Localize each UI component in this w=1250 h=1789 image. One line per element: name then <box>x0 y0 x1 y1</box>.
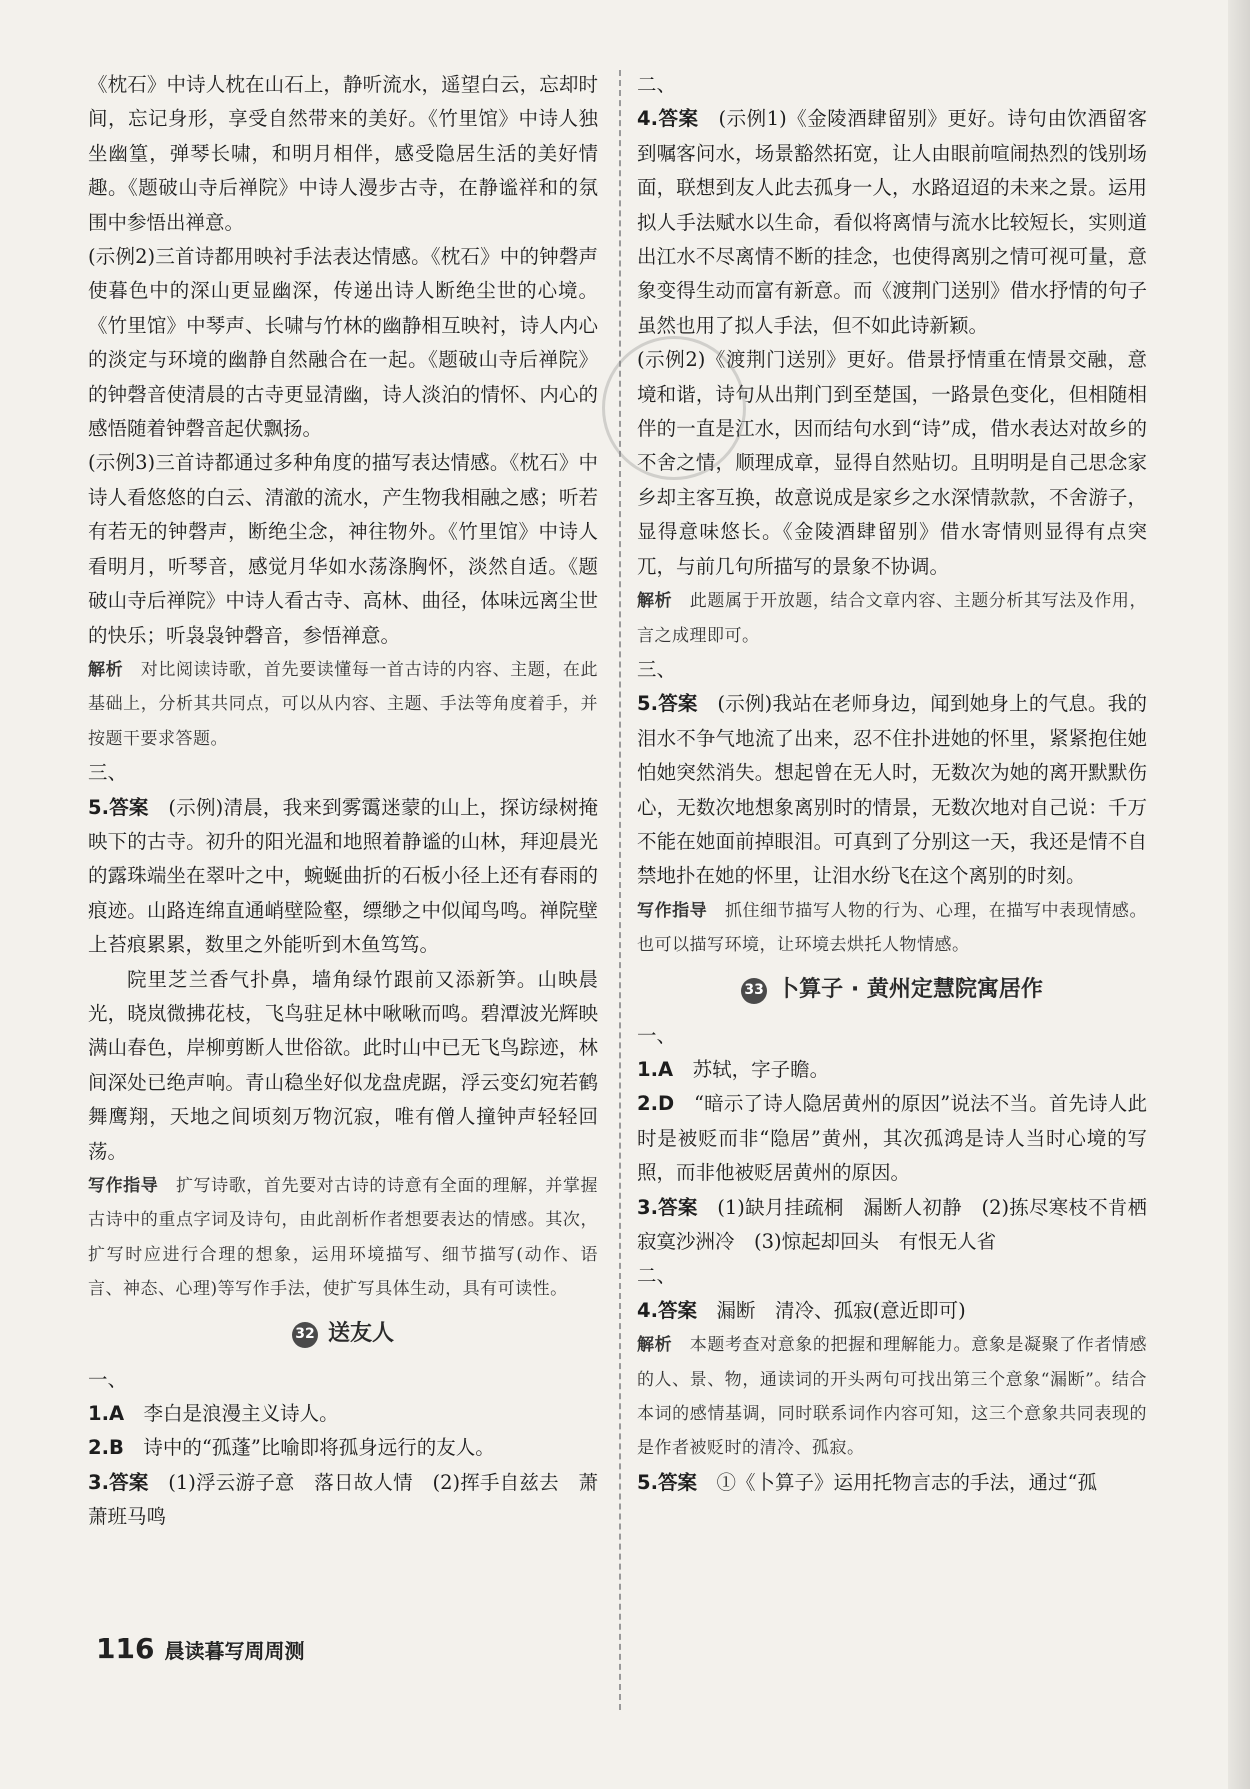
answer-label: 答案 <box>657 1470 697 1494</box>
analysis-text: 对比阅读诗歌，首先要读懂每一首古诗的内容、主题，在此基础上，分析其共同点，可以从内容、主题、手法等角度着手，并按题干要求答题。 <box>88 659 599 749</box>
section-heading: 三、 <box>88 761 128 785</box>
lesson-number-badge: 33 <box>741 978 767 1004</box>
answer-text: (示例1)《金陵酒肆留别》更好。诗句由饮酒留客到嘱客问水，场景豁然拓宽，让人由眼前喧闹热烈的饯别场面，联想到友人此去孤身一人，水路迢迢的未来之景。运用拟人手法赋水以生命，看似将离情与流水比较短长，实则道出江水不尽离情不断的挂念，也使得离别之情可视可量，意象变得生动而富有新意。而《渡荆门送别》借水抒情的句子虽然也用了拟人手法，但不如此诗新颖。 <box>637 107 1147 337</box>
question-number: 5. <box>637 1470 658 1494</box>
analysis-label: 解析 <box>637 591 673 612</box>
book-title: 晨读暮写周周测 <box>164 1639 305 1663</box>
answer-block <box>637 687 1147 893</box>
answer-text: 苏轼，字子瞻。 <box>692 1057 830 1081</box>
answer-text: 诗中的“孤蓬”比喻即将孤身远行的友人。 <box>143 1436 495 1460</box>
paragraph: (示例3)三首诗都通过多种角度的描写表达情感。《枕石》中诗人看悠悠的白云、清澈的流水，产生物我相融之感；听若有若无的钟磬声，断绝尘念，神往物外。《竹里馆》中诗人看明月，听琴音，感觉月华如水荡涤胸怀，淡然自适。《题破山寺后禅院》中诗人看古寺、高林、曲径，体味远离尘世的快乐；听袅袅钟磬音，参悟禅意。 <box>88 451 598 647</box>
answer-label: 答案 <box>657 1195 698 1219</box>
question-number: 5. <box>637 692 658 716</box>
lesson-number-badge: 32 <box>292 1322 318 1348</box>
paragraph: 院里芝兰香气扑鼻，墙角绿竹跟前又添新笋。山映晨光，晓岚微拂花枝，飞鸟驻足林中啾啾而鸣。碧潭波光辉映满山春色，岸柳剪断人世俗欲。此时山中已无飞鸟踪迹，林间深处已绝声响。青山稳坐好似龙盘虎踞，浮云变幻宛若鹤舞鹰翔，天地之间顷刻万物沉寂，唯有僧人撞钟声轻轻回荡。 <box>88 967 598 1163</box>
guide-label: 写作指导 <box>88 1176 159 1196</box>
guide-text: 抓住细节描写人物的行为、心理，在描写中表现情感。也可以描写环境，让环境去烘托人物情感。 <box>637 900 1148 956</box>
section-heading: 三、 <box>637 657 677 681</box>
question-number: 2.B <box>88 1436 124 1460</box>
answer-block <box>88 1431 598 1465</box>
question-number: 2.D <box>637 1092 675 1116</box>
answer-text: (1)缺月挂疏桐 漏断人初静 (2)拣尽寒枝不肯栖 寂寞沙洲冷 (3)惊起却回头 有恨无人省 <box>637 1195 1167 1253</box>
question-number: 5. <box>88 795 109 819</box>
lesson-title: 卜算子 · 黄州定慧院寓居作 <box>777 977 1043 1003</box>
column-divider <box>619 70 621 1710</box>
answer-block <box>88 791 598 963</box>
section-title-33 <box>637 965 1147 1017</box>
section-heading: 一、 <box>637 1023 677 1047</box>
question-number: 1.A <box>88 1402 125 1426</box>
answer-label: 答案 <box>108 1470 149 1494</box>
answer-text: 漏断 清冷、孤寂(意近即可) <box>716 1298 966 1322</box>
section-heading: 二、 <box>637 73 677 96</box>
question-number: 4. <box>637 107 658 131</box>
guide-block <box>88 1169 598 1307</box>
question-number: 4. <box>637 1298 658 1322</box>
analysis-block <box>88 653 598 756</box>
lesson-title: 送友人 <box>327 1321 394 1347</box>
answer-text: 李白是浪漫主义诗人。 <box>143 1402 339 1426</box>
answer-label: 答案 <box>657 692 698 716</box>
analysis-label: 解析 <box>637 1335 673 1356</box>
answer-text: (示例)我站在老师身边，闻到她身上的气息。我的泪水不争气地流了出来，忍不住扑进她的怀里，紧紧抱住她怕她突然消失。想起曾在无人时，无数次为她的离开默默伤心，无数次地想象离别时的情景，无数次地对自己说：千万不能在她面前掉眼泪。可真到了分别这一天，我还是情不自禁地扑在她的怀里，让泪水纷飞在这个离别的时刻。 <box>637 692 1147 888</box>
question-number: 1.A <box>637 1057 674 1081</box>
answer-block <box>637 1191 1167 1260</box>
analysis-text: 此题属于开放题，结合文章内容、主题分析其写法及作用，言之成理即可。 <box>637 591 1148 646</box>
section-title-32 <box>88 1309 598 1361</box>
guide-text: 扩写诗歌，首先要对古诗的诗意有全面的理解，并掌握古诗中的重点字词及诗句，由此剖析作者想要表达的情感。其次，扩写时应进行合理的想象，运用环境描写、细节描写(动作、语言、神态、心理)等写作手法，使扩写具体生动，具有可读性。 <box>88 1176 599 1300</box>
answer-text: ①《卜算子》运用托物言志的手法，通过“孤 <box>716 1470 1097 1494</box>
section-heading: 二、 <box>637 1264 677 1288</box>
answer-label: 答案 <box>657 1298 697 1322</box>
page-footer <box>96 1632 304 1665</box>
answer-block <box>637 102 1147 343</box>
answer-block <box>88 1397 598 1431</box>
answer-text: (1)浮云游子意 落日故人情 (2)挥手自兹去 萧萧班马鸣 <box>88 1470 598 1529</box>
analysis-block <box>637 584 1147 653</box>
question-number: 3. <box>88 1470 109 1494</box>
section-heading: 一、 <box>88 1367 128 1391</box>
page-number: 116 <box>96 1632 155 1665</box>
answer-text: (示例)清晨，我来到雾霭迷蒙的山上，探访绿树掩映下的古寺。初升的阳光温和地照着静谧的山林，拜迎晨光的露珠端坐在翠叶之中，蜿蜒曲折的石板小径上还有春雨的痕迹。山路连绵直通峭壁险壑，缥缈之中似闻鸟鸣。禅院壁上苔痕累累，数里之外能听到木鱼笃笃。 <box>88 795 598 957</box>
answer-text: “暗示了诗人隐居黄州的原因”说法不当。首先诗人此时是被贬而非“隐居”黄州，其次孤鸿是诗人当时心境的写照，而非他被贬居黄州的原因。 <box>637 1092 1147 1185</box>
question-number: 3. <box>637 1195 658 1219</box>
answer-block <box>637 1294 1147 1328</box>
guide-block <box>637 894 1147 963</box>
answer-label: 答案 <box>657 107 699 131</box>
answer-block <box>637 1053 1147 1087</box>
paragraph: (示例2)《渡荆门送别》更好。借景抒情重在情景交融，意境和谐，诗句从出荆门到至楚国，一路景色变化，但相随相伴的一直是江水，因而结句水到“诗”成，借水表达对故乡的不舍之情，顺理成章，显得自然贴切。且明明是自己思念家乡却主客互换，故意说成是家乡之水深情款款，不舍游子，显得意味悠长。《金陵酒肆留别》借水寄情则显得有点突兀，与前几句所描写的景象不协调。 <box>637 348 1147 578</box>
analysis-text: 本题考查对意象的把握和理解能力。意象是凝聚了作者情感的人、景、物，通读词的开头两句可找出第三个意象“漏断”。结合本词的感情基调，同时联系词作内容可知，这三个意象共同表现的是作者被贬时的清冷、孤寂。 <box>637 1335 1148 1459</box>
analysis-block <box>637 1328 1147 1466</box>
answer-block <box>637 1466 1147 1500</box>
page-edge <box>1228 0 1250 1789</box>
paragraph: 《枕石》中诗人枕在山石上，静听流水，遥望白云，忘却时间，忘记身形，享受自然带来的美好。《竹里馆》中诗人独坐幽篁，弹琴长啸，和明月相伴，感受隐居生活的美好情趣。《题破山寺后禅院》中诗人漫步古寺，在静谧祥和的氛围中参悟出禅意。 <box>88 73 598 234</box>
answer-block <box>88 1466 598 1535</box>
answer-label: 答案 <box>108 795 149 819</box>
left-column <box>88 68 598 1535</box>
paragraph: (示例2)三首诗都用映衬手法表达情感。《枕石》中的钟磬声使暮色中的深山更显幽深，传递出诗人断绝尘世的心境。《竹里馆》中琴声、长啸与竹林的幽静相互映衬，诗人内心的淡定与环境的幽静自然融合在一起。《题破山寺后禅院》的钟磬音使清晨的古寺更显清幽，诗人淡泊的情怀、内心的感悟随着钟磬音起伏飘扬。 <box>88 245 598 441</box>
right-column <box>637 68 1167 1500</box>
analysis-label: 解析 <box>88 659 124 680</box>
answer-block <box>637 1087 1147 1190</box>
guide-label: 写作指导 <box>637 900 708 921</box>
